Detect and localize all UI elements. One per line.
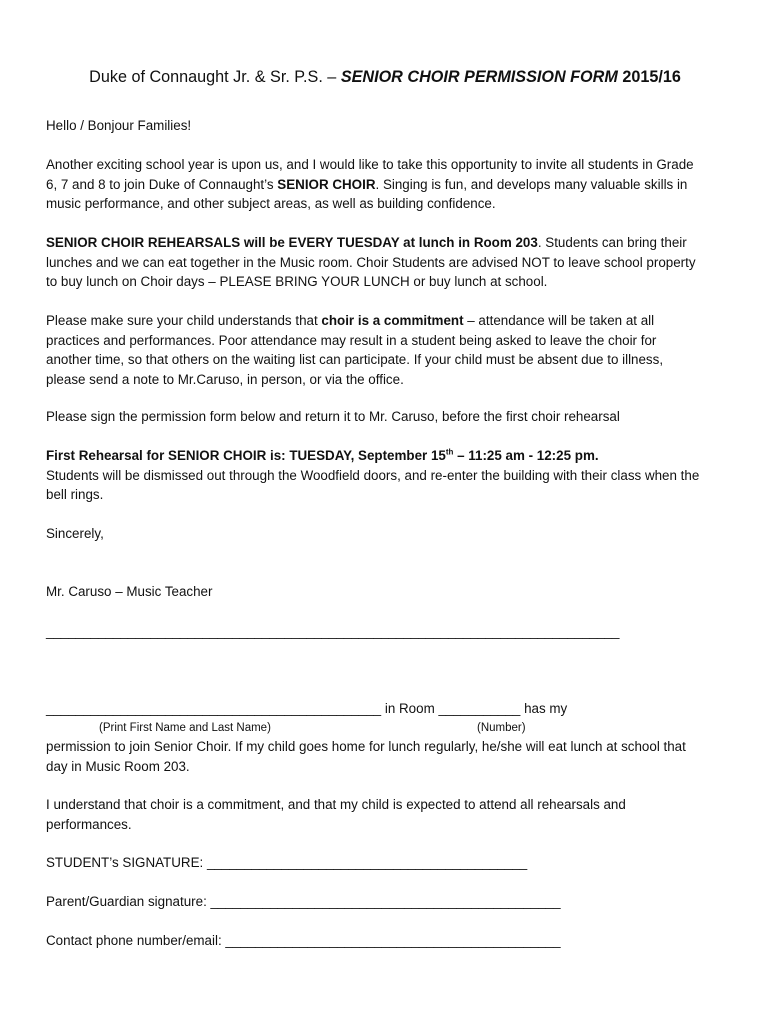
- commitment-paragraph: [46, 311, 736, 389]
- first-rehearsal-line: Students will be dismissed out through the Woodfield doors, and re-enter the building with their class when the: [46, 467, 700, 483]
- intro-line: Another exciting school year is upon us, and I would like to take this opportunity to invite all students in Grade: [46, 157, 694, 172]
- student-signature-label: STUDENT’s SIGNATURE:: [46, 855, 204, 870]
- page-title: [0, 66, 770, 88]
- parent-signature-row: [46, 892, 561, 912]
- has-my-label: has my: [520, 701, 568, 716]
- room-number-field[interactable]: ___________: [438, 701, 521, 716]
- permission-paragraph: [46, 737, 736, 776]
- first-rehearsal-paragraph: [46, 446, 736, 505]
- commitment-line: practices and performances. Poor attendance may result in a student being asked to leave the choir for: [46, 332, 657, 348]
- commitment-line: Please make sure your child understands that choir is a commitment – attendance will be taken at all: [46, 313, 655, 328]
- commitment-line: please send a note to Mr.Caruso, in person, or via the office.: [46, 371, 404, 387]
- commitment-line: another time, so that others on the waiting list can participate. If your child must be absent due to illness,: [46, 352, 664, 367]
- greeting: Hello / Bonjour Families!: [46, 118, 192, 133]
- permission-line: permission to join Senior Choir. If my child goes home for lunch regularly, he/she will eat lunch at school that: [46, 739, 686, 754]
- rehearsals-line: lunches and we can eat together in the Music room. Choir Students are advised NOT to leave school property: [46, 254, 696, 270]
- intro-paragraph: [46, 155, 736, 214]
- understand-paragraph: [46, 795, 736, 834]
- permission-name-row: [46, 699, 567, 719]
- contact-field[interactable]: _____________________________________________: [221, 933, 561, 948]
- first-rehearsal-heading: First Rehearsal for SENIOR CHOIR is: TUESDAY, September 15th – 11:25 am - 12:25 pm.: [46, 447, 599, 463]
- rehearsals-line: to buy lunch on Choir days – PLEASE BRING YOUR LUNCH or buy lunch at school.: [46, 274, 548, 289]
- in-room-label: in Room: [381, 701, 439, 716]
- first-rehearsal-line: bell rings.: [46, 487, 104, 502]
- intro-line: 6, 7 and 8 to join Duke of Connaught’s SENIOR CHOIR. Singing is fun, and develops many valuable skills in: [46, 176, 688, 192]
- intro-line: music performance, and other subject areas, as well as building confidence.: [46, 196, 496, 211]
- name-caption: (Print First Name and Last Name): [99, 722, 271, 734]
- understand-line: performances.: [46, 816, 132, 832]
- parent-signature-label: Parent/Guardian signature:: [46, 894, 207, 909]
- student-name-field[interactable]: _____________________________________________: [46, 701, 382, 716]
- rehearsals-paragraph: [46, 233, 736, 292]
- number-caption: (Number): [477, 722, 526, 734]
- rehearsals-line: SENIOR CHOIR REHEARSALS will be EVERY TUESDAY at lunch in Room 203. Students can bring their: [46, 235, 687, 250]
- contact-row: [46, 931, 561, 951]
- contact-label: Contact phone number/email:: [46, 933, 222, 948]
- cut-line: _____________________________________________________________________________: [46, 624, 620, 639]
- title-school: Duke of Connaught Jr. & Sr. P.S. –: [89, 68, 341, 86]
- permission-line: day in Music Room 203.: [46, 758, 190, 774]
- sign-request: Please sign the permission form below and return it to Mr. Caruso, before the first choir rehearsal: [46, 409, 620, 424]
- student-signature-field[interactable]: ___________________________________________: [203, 855, 528, 870]
- teacher-signature: Mr. Caruso – Music Teacher: [46, 584, 213, 599]
- closing: Sincerely,: [46, 526, 104, 541]
- title-year: 2015/16: [622, 68, 681, 86]
- student-signature-row: [46, 853, 527, 873]
- title-form-name: SENIOR CHOIR PERMISSION FORM: [340, 68, 618, 86]
- understand-line: I understand that choir is a commitment, and that my child is expected to attend all rehearsals and: [46, 797, 626, 812]
- parent-signature-field[interactable]: _______________________________________________: [206, 894, 561, 909]
